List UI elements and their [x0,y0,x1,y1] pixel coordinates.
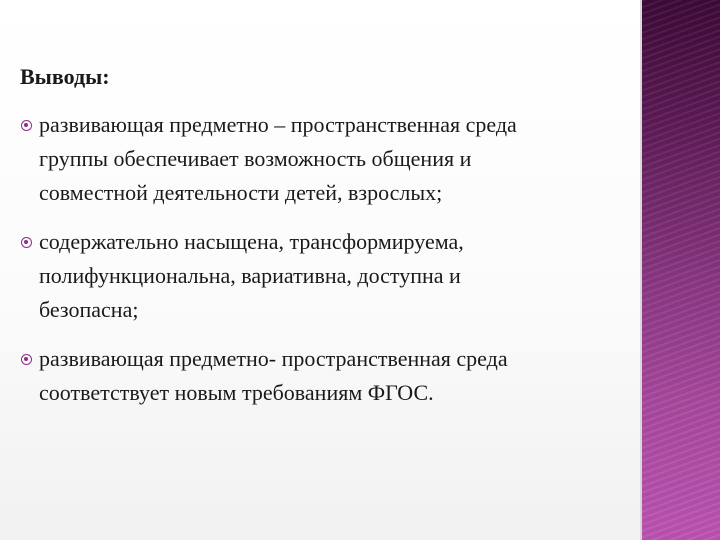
bullet-item [18,342,643,410]
bullet-line: соответствует новым требованиям ФГОС. [39,380,434,405]
circled-dot-icon [21,120,32,131]
bullet-line: группы обеспечивает возможность общения и [39,146,472,171]
conclusions-list [18,108,643,410]
bullet-line: безопасна; [39,297,139,322]
bullet-line: развивающая предметно- пространственная среда [39,346,508,371]
bullet-line: совместной деятельности детей, взрослых; [39,180,443,205]
bullet-line: полифункциональна, вариативна, доступна и [39,263,461,288]
bullet-item [18,225,643,327]
bullet-item [18,108,643,210]
bullet-line: развивающая предметно – пространственная среда [39,112,517,137]
circled-dot-icon [21,237,32,248]
bullet-line: содержательно насыщена, трансформируема, [39,229,464,254]
slide-heading: Выводы: [20,64,110,89]
slide-content [18,60,643,425]
circled-dot-icon [21,354,32,365]
decorative-side-bar [640,0,720,540]
